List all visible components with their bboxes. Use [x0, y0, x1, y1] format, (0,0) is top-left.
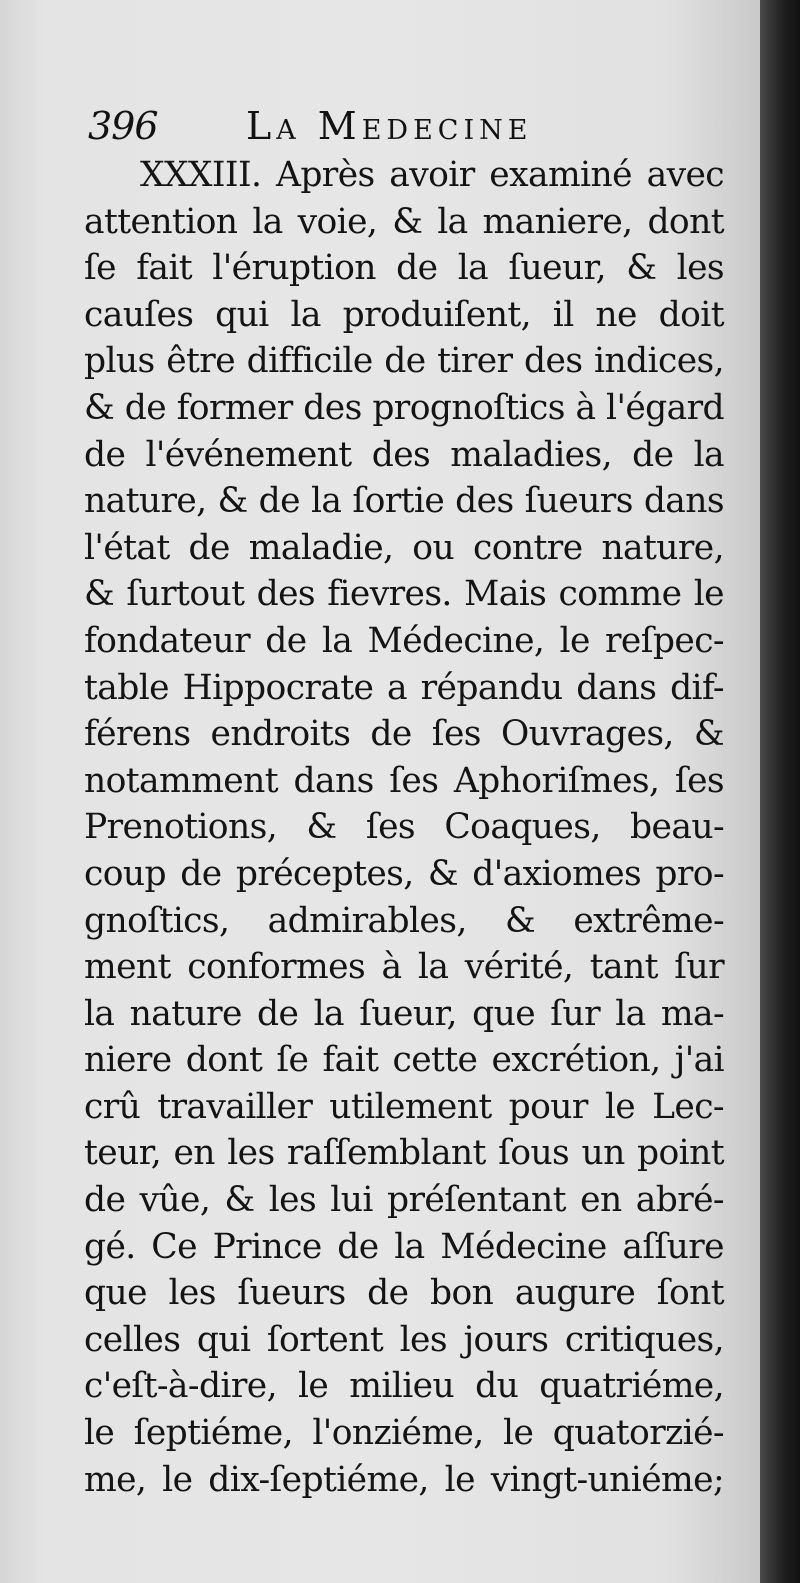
page-gutter-shadow	[760, 0, 800, 1583]
text-line: me, le dix-ſeptiéme, le vingt-uniéme;	[84, 1459, 724, 1500]
text-line: attention la voie, & la maniere, dont	[84, 201, 724, 242]
text-line: que les ſueurs de bon augure ſont	[84, 1273, 724, 1314]
text-line: celles qui ſortent les jours critiques,	[84, 1319, 724, 1360]
text-line: Prenotions, & ſes Coaques, beau-	[84, 807, 724, 848]
text-line: notamment dans ſes Aphoriſmes, ſes	[84, 760, 724, 801]
text-line: teur, en les raſſemblant ſous un point	[84, 1133, 724, 1174]
running-head: La Medecine	[246, 104, 533, 148]
text-line: niere dont ſe fait cette excrétion, j'ai	[84, 1040, 724, 1081]
text-line: ment conformes à la vérité, tant ſur	[84, 947, 724, 988]
text-line: le ſeptiéme, l'onziéme, le quatorzié-	[84, 1413, 724, 1454]
text-line: cauſes qui la produiſent, il ne doit	[84, 294, 724, 335]
body-text	[84, 152, 724, 1503]
text-line: de l'événement des maladies, de la	[84, 434, 724, 475]
text-line: coup de préceptes, & d'axiomes pro-	[84, 853, 724, 894]
text-line: & ſurtout des fievres. Mais comme le	[84, 574, 724, 615]
text-line: nature, & de la ſortie des ſueurs dans	[84, 481, 724, 522]
text-line: plus être difficile de tirer des indices,	[84, 341, 724, 382]
text-line: ſe fait l'éruption de la ſueur, & les	[84, 248, 724, 289]
text-line: férens endroits de ſes Ouvrages, &	[84, 714, 724, 755]
page-number: 396	[88, 104, 158, 148]
text-line: gé. Ce Prince de la Médecine aſſure	[84, 1226, 724, 1267]
text-line: table Hippocrate a répandu dans dif-	[84, 667, 724, 708]
page-header	[88, 104, 728, 156]
text-line: l'état de maladie, ou contre nature,	[84, 527, 724, 568]
text-line: la nature de la ſueur, que ſur la ma-	[84, 993, 724, 1034]
text-line: c'eſt-à-dire, le milieu du quatriéme,	[84, 1366, 724, 1407]
text-line: gnoſtics, admirables, & extrême-	[84, 900, 724, 941]
text-line: de vûe, & les lui préſentant en abré-	[84, 1180, 724, 1221]
text-line: fondateur de la Médecine, le reſpec-	[84, 620, 724, 661]
text-line: XXXIII. Après avoir examiné avec	[140, 155, 724, 195]
text-line: & de former des prognoſtics à l'égard	[84, 387, 724, 428]
text-line: crû travailler utilement pour le Lec-	[84, 1086, 724, 1127]
